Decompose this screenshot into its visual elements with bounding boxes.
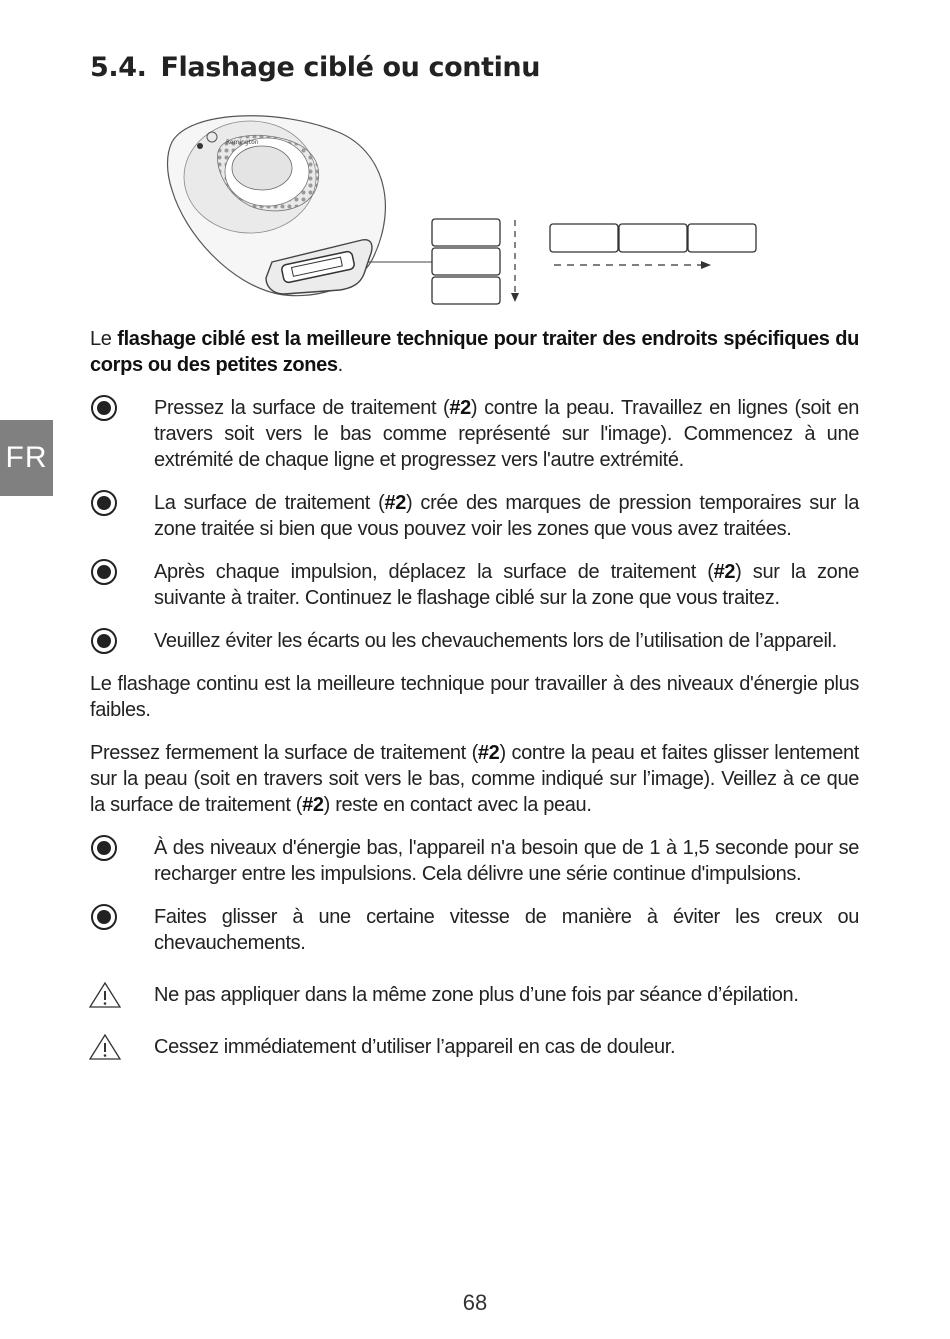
continuous-intro: Le flashage continu est la meilleure technique pour travailler à des niveaux d'énergie plus faibles.: [90, 673, 859, 721]
warning-icon: [88, 981, 122, 1009]
list-item: La surface de traitement (#2) crée des marques de pression temporaires sur la zone traitée si bien que vous pouvez voir les zones que vous avez traitées.: [90, 490, 859, 542]
epilator-device-icon: [168, 116, 386, 296]
content: [90, 326, 859, 1084]
list-item: Veuillez éviter les écarts ou les chevauchements lors de l’utilisation de l’appareil.: [90, 628, 859, 654]
section-title: [90, 52, 540, 83]
warning-item: Cessez immédiatement d’utiliser l’appareil en cas de douleur.: [90, 1034, 859, 1060]
vertical-passes-diagram: [432, 219, 500, 304]
language-tab: FR: [0, 420, 53, 496]
page-number: 68: [462, 1290, 488, 1315]
intro-paragraph: Le flashage ciblé est la meilleure technique pour traiter des endroits spécifiques du corps ou des petites zones.: [90, 328, 859, 376]
horizontal-passes-diagram: [550, 224, 756, 252]
target-bullet-icon: [90, 558, 118, 586]
list-item: Faites glisser à une certaine vitesse de manière à éviter les creux ou chevauchements.: [90, 904, 859, 956]
target-bullet-icon: [90, 903, 118, 931]
target-bullet-icon: [90, 489, 118, 517]
section-title-text: Flashage ciblé ou continu: [160, 52, 541, 83]
device-illustration: [160, 112, 770, 312]
svg-text:Remington: Remington: [226, 139, 259, 146]
target-bullet-icon: [90, 627, 118, 655]
press-paragraph: Pressez fermement la surface de traitement (#2) contre la peau et faites glisser lentement sur la peau (soit en travers soit vers le bas, comme indiqué sur l’image). Veillez à ce que la surface de traitement (#2) reste en contact avec la peau.: [90, 742, 859, 816]
target-bullet-icon: [90, 834, 118, 862]
warning-item: Ne pas appliquer dans la même zone plus d’une fois par séance d’épilation.: [90, 982, 859, 1008]
list-item: Après chaque impulsion, déplacez la surface de traitement (#2) sur la zone suivante à traiter. Continuez le flashage ciblé sur la zone que vous traitez.: [90, 559, 859, 611]
list-item: Pressez la surface de traitement (#2) contre la peau. Travaillez en lignes (soit en travers soit vers le bas comme représenté sur l'image). Commencez à une extrémité de chaque ligne et progressez vers l'autre extrémité.: [90, 395, 859, 473]
intro-bold: flashage ciblé est la meilleure technique pour traiter des endroits spécifiques du corps ou des petites zones: [90, 328, 859, 376]
warning-icon: [88, 1033, 122, 1061]
section-number: 5.4.: [90, 52, 147, 83]
list-item: À des niveaux d'énergie bas, l'appareil n'a besoin que de 1 à 1,5 seconde pour se recharger entre les impulsions. Cela délivre une série continue d'impulsions.: [90, 835, 859, 887]
target-bullet-icon: [90, 394, 118, 422]
